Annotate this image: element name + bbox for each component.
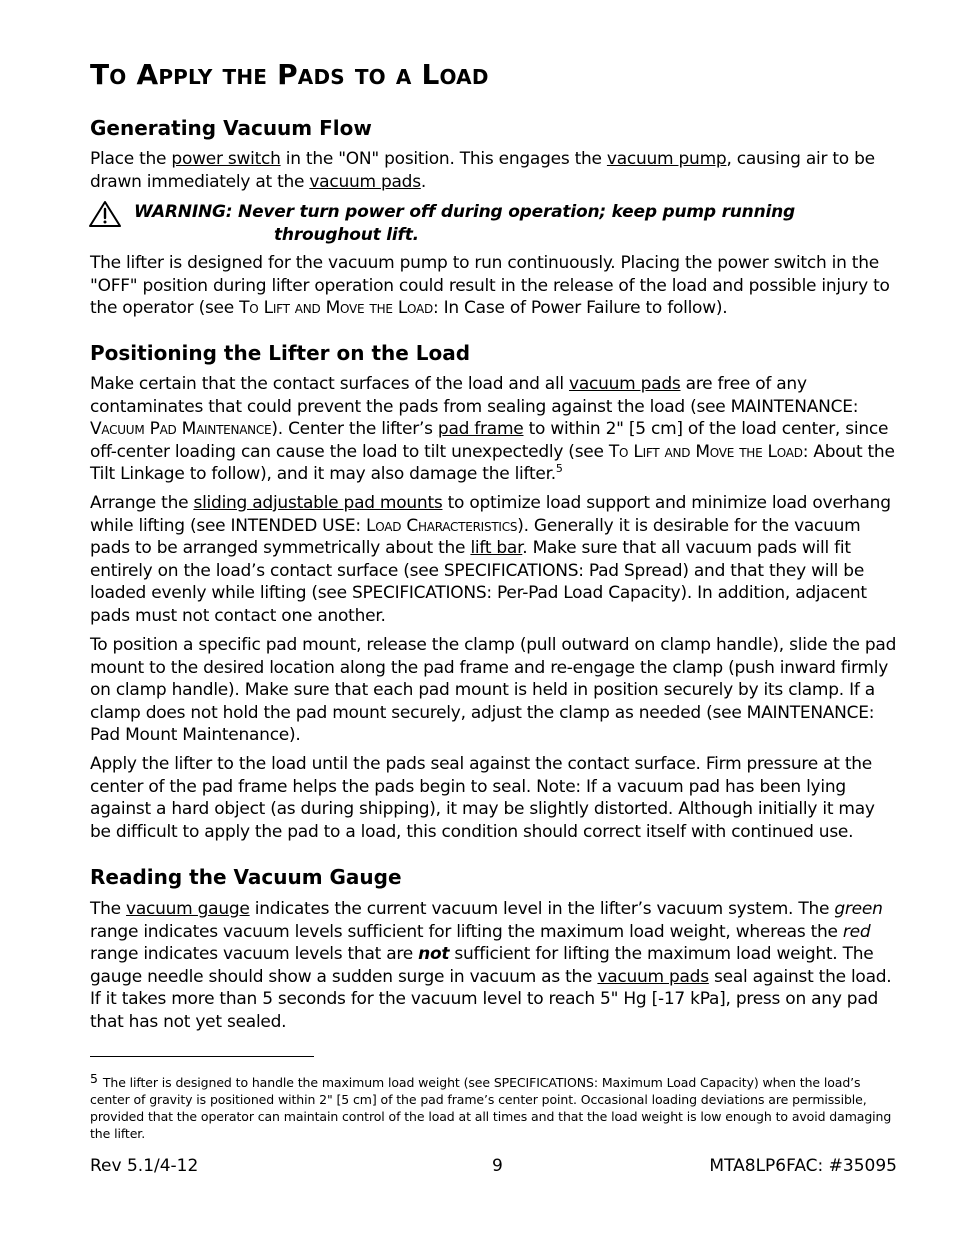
term-sliding-adjustable-pad-mounts: sliding adjustable pad mounts (193, 493, 443, 513)
term-power-switch: power switch (171, 149, 281, 169)
section-heading-vacuum-gauge: Reading the Vacuum Gauge (90, 865, 402, 889)
text-run: indicates the current vacuum level in the lifter’s vacuum system. The (249, 899, 835, 919)
footer-page-number: 9 (492, 1156, 503, 1176)
term-vacuum-pads: vacuum pads (309, 171, 421, 192)
section-heading-positioning: Positioning the Lifter on the Load (90, 341, 471, 365)
text-run: Arrange the (90, 493, 194, 513)
text-run: Make certain that the contact surfaces of the load and all (90, 374, 570, 394)
text-run: seal against the load. If it takes more than 5 seconds for the vacuum level to reach 5" Hg [-17 kPa], press on any pad that has not yet sealed. (90, 966, 892, 1032)
emphasis-not: not (418, 944, 450, 964)
footnote-separator (90, 1056, 314, 1057)
text-run: to optimize load support and minimize load overhang while lifting (see INTENDED USE: (90, 493, 891, 536)
paragraph-positioning-1 (90, 373, 900, 486)
term-vacuum-pads: vacuum pads (597, 966, 709, 987)
footnote-reference: 5 (555, 462, 563, 475)
footnote-marker: 5 (90, 1071, 98, 1086)
paragraph-positioning-3: To position a specific pad mount, release the clamp (pull outward on clamp handle), slide the pad mount to the desired location along the pad frame and re-engage the clamp (push inward firmly on clamp handle). Make sure that each pad mount is held in position securely by its clamp. If a clamp does not hold the pad mount securely, adjust the clamp as needed (see MAINTENANCE: Pad Mount Maintenance). (90, 635, 897, 745)
warning-text (134, 201, 795, 246)
term-red: red (842, 921, 871, 942)
text-run: range indicates vacuum levels sufficient for lifting the maximum load weight, whereas the (90, 921, 843, 942)
cross-reference: To Lift and Move the Load (608, 441, 803, 462)
term-lift-bar: lift bar (470, 538, 523, 558)
page-title: To Apply the Pads to a Load (90, 58, 489, 91)
text-run: . Make sure that all vacuum pads will fit entirely on the load’s contact surface (see SPECIFICATIONS: Pad Spread) and that they will be loaded evenly while lifting (see SPECIFICATIONS: Per-Pad Load Capacity). In addition, adjacent pads must not contact one another. (90, 538, 867, 626)
text-run: range indicates vacuum levels that are (90, 944, 419, 964)
warning-line-1: WARNING: Never turn power off during operation; keep pump running (134, 202, 795, 222)
footer-revision: Rev 5.1/4-12 (90, 1156, 199, 1176)
warning-triangle-icon (88, 200, 122, 228)
paragraph-positioning-2 (90, 492, 900, 627)
paragraph-generating-1 (90, 148, 900, 193)
text-run: ). Center the lifter’s (271, 419, 438, 439)
paragraph-positioning-4: Apply the lifter to the load until the pads seal against the contact surface. Firm pressure at the center of the pad frame helps the pads begin to seal. Note: If a vacuum pad has been lying against a hard object (as during shipping), it may be slightly distorted. Although initially it may be difficult to apply the pad to a load, this condition should correct itself with continued use. (90, 754, 875, 842)
text-run: are free of any contaminates that could prevent the pads from sealing against the load (see MAINTENANCE: (90, 374, 859, 417)
term-vacuum-gauge: vacuum gauge (126, 899, 250, 919)
paragraph-gauge-1 (90, 898, 900, 1033)
text-run: : In Case of Power Failure to follow). (432, 298, 728, 318)
text-run: . (420, 171, 426, 192)
text-run: ). Generally it is desirable for the vacuum pads to be arranged symmetrically about the (90, 515, 861, 558)
paragraph-generating-2 (90, 252, 900, 320)
footer-model: MTA8LP6FAC: #35095 (709, 1156, 897, 1176)
text-run: Place the (90, 149, 172, 169)
term-vacuum-pads: vacuum pads (569, 374, 681, 394)
term-pad-frame: pad frame (437, 419, 524, 439)
text-run: in the "ON" position. This engages the (280, 149, 607, 169)
text-run: The (90, 899, 127, 919)
text-run: : About the Tilt Linkage to follow), and it may also damage the lifter. (90, 441, 895, 484)
footnote-text: The lifter is designed to handle the maximum load weight (see SPECIFICATIONS: Maximum Load Capacity) when the load’s center of gravity is positioned within 2" [5 cm] of the pad frame’s center point. Occasional loading deviations are permissible, provided that the operator can maintain control of the load at all times and that the load weight is low enough to avoid damaging the lifter. (90, 1075, 892, 1141)
cross-reference: Load Characteristics (366, 515, 518, 536)
text-run: The lifter is designed for the vacuum pump to run continuously. Placing the power switch in the "OFF" position during lifter operation could result in the release of the load and possible injury to the operator (see (90, 253, 890, 318)
warning-box (88, 200, 908, 246)
term-vacuum-pump: vacuum pump (606, 149, 727, 169)
cross-reference: To Lift and Move the Load (239, 298, 433, 318)
text-run: sufficient for lifting the maximum load weight. The gauge needle should show a sudden surge in vacuum as the (90, 944, 874, 987)
text-run: , causing air to be drawn immediately at the (90, 149, 875, 192)
term-green: green (834, 899, 883, 919)
footnote (90, 1070, 902, 1142)
text-run: to within 2" [5 cm] of the load center, since off-center loading can cause the load to tilt unexpectedly (see (90, 419, 889, 462)
warning-line-2: throughout lift. (274, 224, 419, 245)
cross-reference: Vacuum Pad Maintenance (90, 419, 272, 439)
section-heading-generating-vacuum-flow: Generating Vacuum Flow (90, 116, 372, 140)
